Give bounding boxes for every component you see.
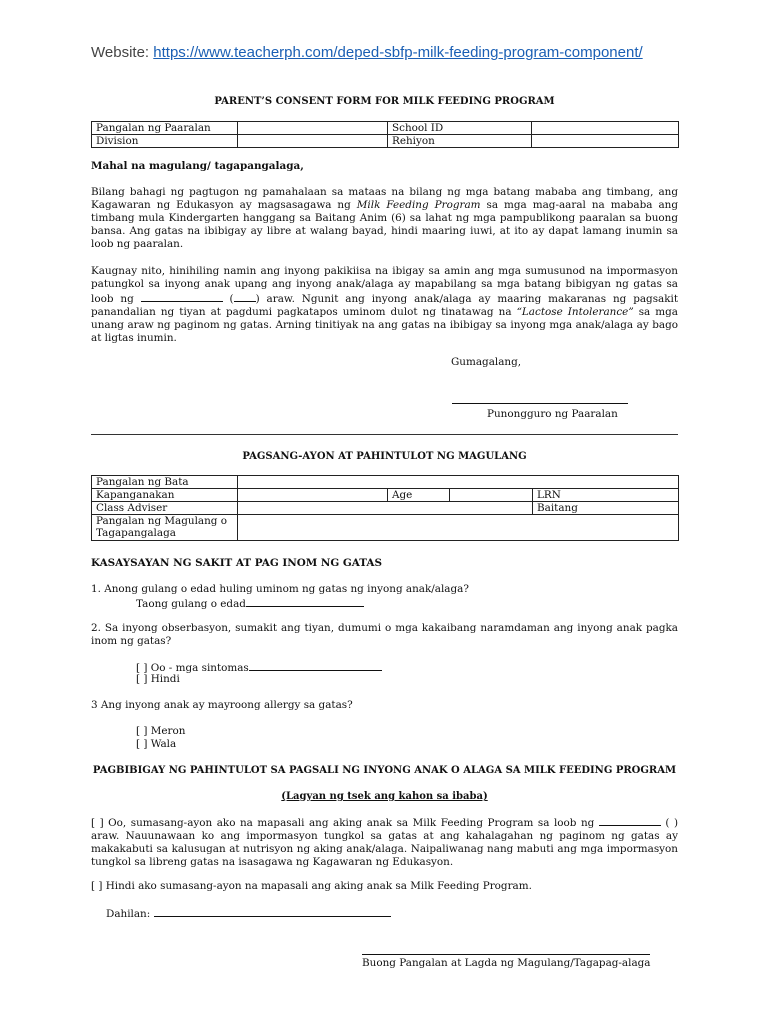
division-field[interactable] <box>238 135 388 148</box>
q2-yes-label: [ ] Oo - mga sintomas <box>136 662 249 674</box>
question-3: 3 Ang inyong anak ay mayroong allergy sa gatas? <box>91 699 353 711</box>
p2-text-c: ) araw. Ngunit ang inyong anak/alaga ay maaring makaranas ng pagsakit panandalian ng tiyan at pagdumi pagkatapos uminom dulot ng tinatawag na <box>91 293 679 318</box>
q2-option-no[interactable]: [ ] Hindi <box>136 673 180 685</box>
school-id-label: School ID <box>388 122 532 135</box>
symptoms-blank[interactable] <box>249 660 382 671</box>
q1-answer-label: Taong gulang o edad <box>136 598 246 610</box>
yes-text-c: araw. Nauunawaan ko ang impormasyon tungkol sa gatas at ang kahalagahan ng paginom ng gatas ay makakabuti sa kalusugan at nutrisyon ng aking anak/alaga. Naipaliwanag nang mabuti ang mga impormasyon tungkol sa libreng gatas na isasagawa ng Kagawaran ng Edukasyon. <box>91 830 678 868</box>
yes-days-blank[interactable] <box>599 815 661 826</box>
permission-yes-paragraph[interactable] <box>91 815 678 869</box>
parent-name-label: Pangalan ng Magulang o Tagapangalaga <box>92 515 238 541</box>
yes-text-a: [ ] Oo, sumasang-ayon ako na mapasali ang aking anak sa Milk Feeding Program sa loob ng <box>91 817 595 829</box>
history-title: KASAYSAYAN NG SAKIT AT PAG INOM NG GATAS <box>91 557 382 569</box>
age-field[interactable] <box>450 489 533 502</box>
p2-text-em: “Lactose Intolerance” <box>516 306 634 318</box>
p1-text-a: Bilang bahagi ng pagtugon ng pamahalaan sa mataas na bilang ng mga batang mababa ang timbang, ang Kagawaran ng Edukasyon ay magsasagawa ng <box>91 186 678 211</box>
permission-instruction: (Lagyan ng tsek ang kahon sa ibaba) <box>281 791 488 802</box>
school-info-table <box>91 121 679 148</box>
days-number-blank[interactable] <box>234 291 256 302</box>
p1-text-b: sa mga mag-aaral na mababa ang timbang mula Kindergarten hanggang sa Baitang Anim (6) sa lahat ng mga pampublikong paaralan sa buong bansa. Ang gatas na ibibigay ay libre at walang bayad, hindi maaring iuwi, at ito ay dapat lamang inumin sa loob ng paaralan. <box>91 199 679 250</box>
principal-signature-line[interactable] <box>452 403 628 404</box>
child-name-label: Pangalan ng Bata <box>92 476 238 489</box>
parent-name-field[interactable] <box>238 515 679 541</box>
region-field[interactable] <box>532 135 679 148</box>
permission-no[interactable]: [ ] Hindi ako sumasang-ayon na mapasali ang aking anak sa Milk Feeding Program. <box>91 880 532 892</box>
salutation: Mahal na magulang/ tagapangalaga, <box>91 160 304 172</box>
adviser-field[interactable] <box>238 502 533 515</box>
parent-signature-label: Buong Pangalan at Lagda ng Magulang/Tagapag-alaga <box>362 957 651 969</box>
p1-text-em: Milk Feeding Program <box>356 199 481 211</box>
consent-title: PAGSANG-AYON AT PAHINTULOT NG MAGULANG <box>242 451 527 462</box>
letter-paragraph-1 <box>91 186 678 251</box>
school-name-label: Pangalan ng Paaralan <box>92 122 238 135</box>
q3-option-no[interactable]: [ ] Wala <box>136 738 177 750</box>
lrn-label: LRN <box>533 489 679 502</box>
question-1: 1. Anong gulang o edad huling uminom ng gatas ng inyong anak/alaga? <box>91 583 469 595</box>
age-label: Age <box>388 489 450 502</box>
child-info-table <box>91 475 679 541</box>
letter-paragraph-2 <box>91 265 678 345</box>
region-label: Rehiyon <box>388 135 532 148</box>
days-words-blank[interactable] <box>141 291 223 302</box>
child-name-field[interactable] <box>238 476 679 489</box>
reason-label: Dahilan: <box>106 908 151 920</box>
p2-text-a: Kaugnay nito, hinihiling namin ang inyong pakikiisa na ibigay sa amin ang mga sumusunod na impormasyon patungkol sa inyong anak upang ang inyong anak/alaga ay mapabilang sa mga batang bibigyan ng gatas sa loob ng <box>91 265 678 305</box>
permission-title: PAGBIBIGAY NG PAHINTULOT SA PAGSALI NG INYONG ANAK O ALAGA SA MILK FEEDING PROGRAM <box>92 765 677 776</box>
parent-signature-line[interactable] <box>362 954 650 955</box>
question-2: 2. Sa inyong obserbasyon, sumakit ang tiyan, dumumi o mga kakaibang naramdaman ang inyong anak pagka inom ng gatas? <box>91 622 678 647</box>
p2-text-d: sa mga unang araw ng paginom ng gatas. Arning tinitiyak na ang gatas na ibibigay sa inyong mga anak/alaga ay bago at ligtas inumin. <box>91 306 678 344</box>
reason-row <box>106 906 391 921</box>
division-label: Division <box>92 135 238 148</box>
school-id-field[interactable] <box>532 122 679 135</box>
form-title: PARENT’S CONSENT FORM FOR MILK FEEDING PROGRAM <box>214 96 555 107</box>
p2-text-b: ( <box>229 293 234 305</box>
principal-label: Punongguro ng Paaralan <box>487 408 618 420</box>
adviser-label: Class Adviser <box>92 502 238 515</box>
reason-blank[interactable] <box>154 906 391 917</box>
grade-label: Baitang <box>533 502 679 515</box>
website-line <box>91 46 643 59</box>
website-label: Website: <box>91 44 150 61</box>
yes-text-b: ( ) <box>665 817 679 829</box>
birthdate-label: Kapanganakan <box>92 489 238 502</box>
q3-option-yes[interactable]: [ ] Meron <box>136 725 186 737</box>
age-last-drank-blank[interactable] <box>246 596 364 607</box>
question-1-answer <box>136 596 364 611</box>
closing: Gumagalang, <box>451 356 522 368</box>
website-link[interactable]: https://www.teacherph.com/deped-sbfp-milk-feeding-program-component/ <box>153 44 643 61</box>
school-name-field[interactable] <box>238 122 388 135</box>
divider <box>91 434 678 435</box>
birthdate-field[interactable] <box>238 489 388 502</box>
